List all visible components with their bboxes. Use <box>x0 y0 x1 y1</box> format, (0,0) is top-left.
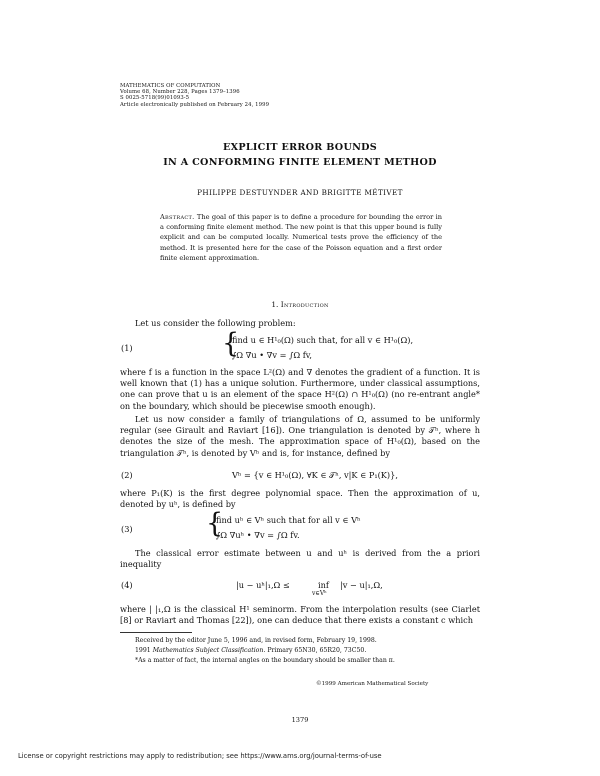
paragraph-3: Let us now consider a family of triangulations of Ω, assumed to be uniformly regular (see Girault and Raviart [16]). One triangulation is denoted by 𝒯ʰ, where h denotes the size of the mesh. The approximation space of H¹₀(Ω), based on the triangulation 𝒯ʰ, is denoted by Vʰ and is, for instance, defined by <box>120 414 480 458</box>
eq1-line-1: find u ∈ H¹₀(Ω) such that, for all v ∈ H¹₀(Ω), <box>232 335 414 345</box>
eq4-label: (4) <box>121 580 133 590</box>
journal-issn: S 0025-5718(99)01093-5 <box>120 95 190 102</box>
eq3-brace: { <box>206 508 224 539</box>
eq4-inf-subscript: v∈Vʰ <box>312 590 327 597</box>
footnote-rule <box>120 632 192 633</box>
section-title: Introduction <box>280 300 329 309</box>
eq3-line-1: find uʰ ∈ Vʰ such that for all v ∈ Vʰ <box>216 515 361 525</box>
journal-volume: Volume 68, Number 228, Pages 1379–1396 <box>120 89 240 96</box>
msc-text: Primary 65N30, 65R20, 73C50. <box>267 647 367 654</box>
paragraph-1: Let us consider the following problem: <box>135 318 296 328</box>
paragraph-6: where | |₁,Ω is the classical H¹ seminorm. From the interpolation results (see Ciarlet [8] or Raviart and Thomas [22]), one can deduce that there exists a constant c which <box>120 604 480 626</box>
eq2-text: Vʰ = {v ∈ H¹₀(Ω), ∀K ∈ 𝒯ʰ, v|K ∈ P₁(K)}, <box>232 470 398 480</box>
eq3-line-2: ∫Ω ∇uʰ • ∇v = ∫Ω fv. <box>216 530 300 540</box>
paragraph-4: where P₁(K) is the first degree polynomial space. Then the approximation of u, denoted by uʰ, is defined by <box>120 488 480 510</box>
eq4-inf: inf <box>318 580 329 590</box>
section-heading <box>0 300 600 309</box>
journal-name: MATHEMATICS OF COMPUTATION <box>120 83 221 89</box>
msc-year: 1991 <box>135 647 151 654</box>
section-number: 1. <box>271 300 279 309</box>
license-link[interactable]: License or copyright restrictions may apply to redistribution; see https://www.ams.org/journal-terms-of-use <box>18 752 382 760</box>
eq4-lhs: |u − uʰ|₁,Ω ≤ <box>236 580 290 590</box>
abstract-text: The goal of this paper is to define a procedure for bounding the error in a conforming finite element method. The new point is that this upper bound is fully explicit and can be computed locally. Numerical tests prove the efficiency of the method. It is presented here for the case of the Poisson equation and a first order finite element approximation. <box>160 213 442 262</box>
abstract-label: Abstract. <box>160 213 195 221</box>
eq1-label: (1) <box>121 343 133 353</box>
msc-label: Mathematics Subject Classification. <box>152 647 266 654</box>
title-line-2: IN A CONFORMING FINITE ELEMENT METHOD <box>163 157 437 168</box>
eq3-label: (3) <box>121 524 133 534</box>
footnote-received: Received by the editor June 5, 1996 and, in revised form, February 19, 1998. <box>135 637 377 644</box>
footnote-star: *As a matter of fact, the internal angles on the boundary should be smaller than π. <box>135 657 395 664</box>
authors: PHILIPPE DESTUYNDER AND BRIGITTE MÉTIVET <box>197 188 403 197</box>
abstract <box>160 212 442 263</box>
title-line-1: EXPLICIT ERROR BOUNDS <box>222 142 378 153</box>
page-number: 1379 <box>291 716 309 724</box>
eq2-label: (2) <box>121 470 133 480</box>
paragraph-2: where f is a function in the space L²(Ω) and ∇ denotes the gradient of a function. It is well known that (1) has a unique solution. Furthermore, under classical assumptions, one can prove that u is an element of the space H²(Ω) ∩ H¹₀(Ω) (no re-entrant angle* on the boundary, which should be piecewise smooth enough). <box>120 367 480 411</box>
journal-pub-date: Article electronically published on February 24, 1999 <box>120 101 270 108</box>
paragraph-5: The classical error estimate between u and uʰ is derived from the a priori inequality <box>120 548 480 570</box>
footnote-msc <box>120 646 480 655</box>
eq1-brace: { <box>222 328 240 359</box>
eq1-line-2: ∫Ω ∇u • ∇v = ∫Ω fv, <box>232 350 313 360</box>
eq4-rhs: |v − u|₁,Ω, <box>340 580 383 590</box>
journal-header <box>120 83 269 108</box>
copyright: ©1999 American Mathematical Society <box>316 681 429 687</box>
